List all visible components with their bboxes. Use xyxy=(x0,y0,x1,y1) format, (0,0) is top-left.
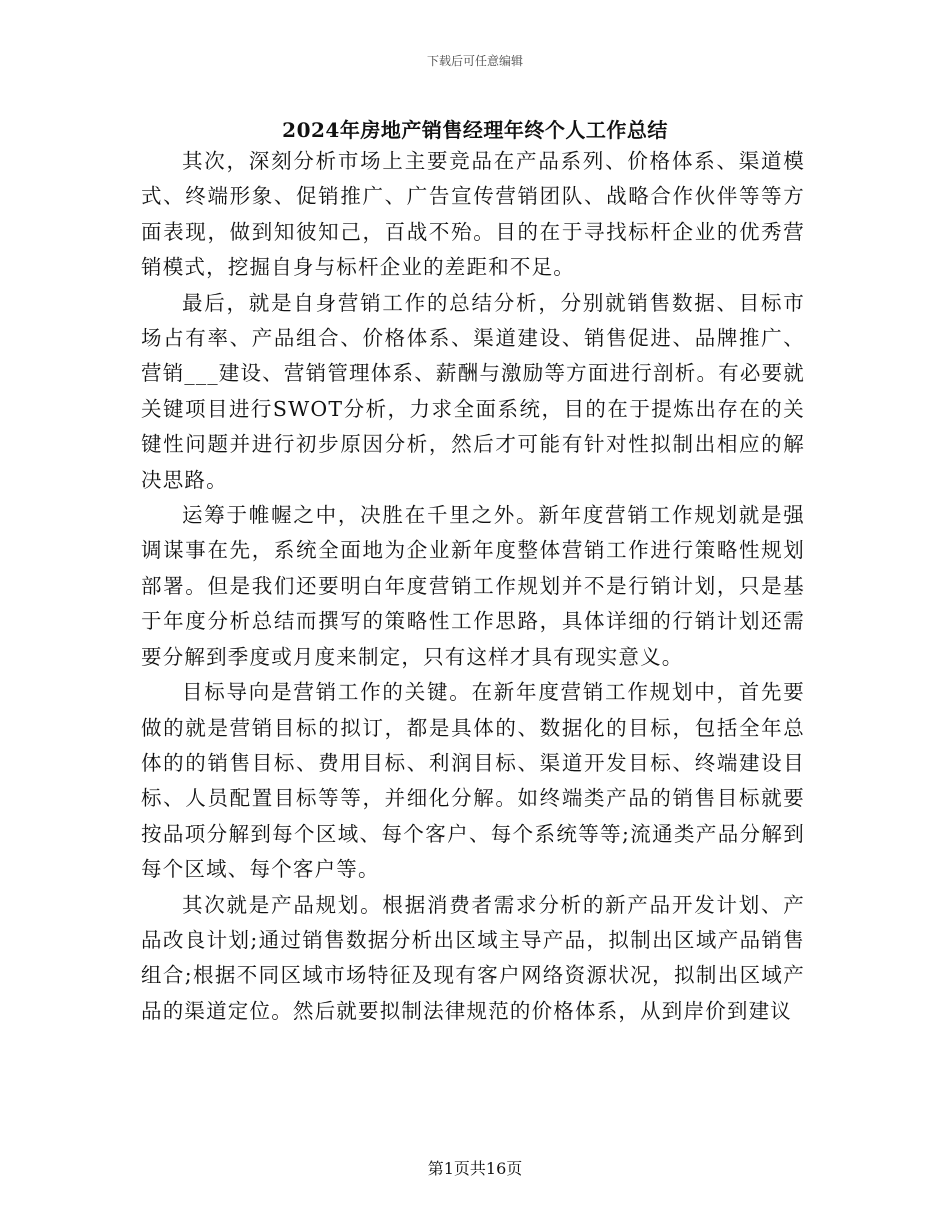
document-body xyxy=(141,144,805,1029)
paragraph: 最后，就是自身营销工作的总结分析，分别就销售数据、目标市场占有率、产品组合、价格体系、渠道建设、销售促进、品牌推广、营销___建设、营销管理体系、薪酬与激励等方面进行剖析。有必要就关键项目进行SWOT分析，力求全面系统，目的在于提炼出存在的关键性问题并进行初步原因分析，然后才可能有针对性拟制出相应的解决思路。 xyxy=(141,290,805,492)
page-number-footer: 第1页共16页 xyxy=(427,1159,523,1178)
paragraph: 目标导向是营销工作的关键。在新年度营销工作规划中，首先要做的就是营销目标的拟订，都是具体的、数据化的目标，包括全年总体的的销售目标、费用目标、利润目标、渠道开发目标、终端建设目标、人员配置目标等等，并细化分解。如终端类产品的销售目标就要按品项分解到每个区域、每个客户、每个系统等等;流通类产品分解到每个区域、每个客户等。 xyxy=(141,680,805,882)
paragraph: 运筹于帷幄之中，决胜在千里之外。新年度营销工作规划就是强调谋事在先，系统全面地为企业新年度整体营销工作进行策略性规划部署。但是我们还要明白年度营销工作规划并不是行销计划，只是基于年度分析总结而撰写的策略性工作思路，具体详细的行销计划还需要分解到季度或月度来制定，只有这样才具有现实意义。 xyxy=(141,503,805,669)
paragraph: 其次就是产品规划。根据消费者需求分析的新产品开发计划、产品改良计划;通过销售数据分析出区域主导产品，拟制出区域产品销售组合;根据不同区域市场特征及现有客户网络资源状况，拟制出区域产品的渠道定位。然后就要拟制法律规范的价格体系，从到岸价到建议 xyxy=(141,892,805,1023)
paragraph: 其次，深刻分析市场上主要竞品在产品系列、价格体系、渠道模式、终端形象、促销推广、广告宣传营销团队、战略合作伙伴等等方面表现，做到知彼知己，百战不殆。目的在于寻找标杆企业的优秀营销模式，挖掘自身与标杆企业的差距和不足。 xyxy=(141,149,805,280)
page-header-note: 下载后可任意编辑 xyxy=(426,54,523,68)
document-title: 2024年房地产销售经理年终个人工作总结 xyxy=(282,118,668,142)
